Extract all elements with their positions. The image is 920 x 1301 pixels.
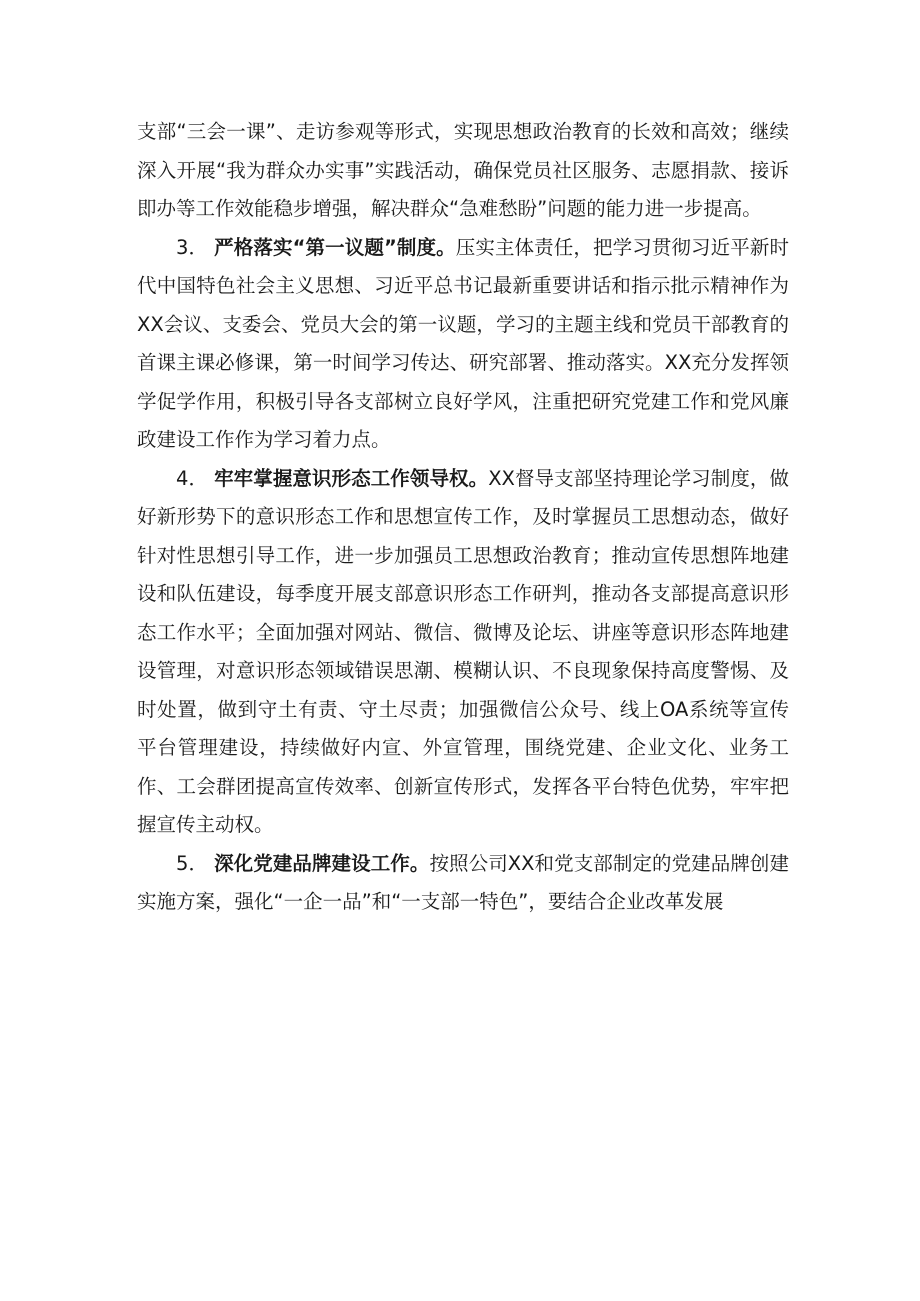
- document-body: [137, 113, 789, 922]
- paragraph-continuation: [137, 113, 789, 229]
- paragraph-heading: 深化党建品牌建设工作。: [214, 851, 430, 875]
- paragraph-item-4: [137, 460, 789, 845]
- paragraph-number: 3．: [176, 235, 209, 259]
- paragraph-number: 5．: [176, 851, 209, 875]
- paragraph-body: 压实主体责任，把学习贯彻习近平新时代中国特色社会主义思想、习近平总书记最新重要讲话和指示批示精神作为XX会议、支委会、党员大会的第一议题，学习的主题主线和党员干部教育的首课主课必修课，第一时间学习传达、研究部署、推动落实。XX充分发挥领学促学作用，积极引导各支部树立良好学风，注重把研究党建工作和党风廉政建设工作作为学习着力点。: [137, 235, 789, 451]
- paragraph-number: 4．: [176, 466, 209, 490]
- paragraph-body: 支部“三会一课”、走访参观等形式，实现思想政治教育的长效和高效；继续深入开展“我为群众办实事”实践活动，确保党员社区服务、志愿捐款、接诉即办等工作效能稳步增强，解决群众“急难愁盼”问题的能力进一步提高。: [137, 120, 789, 220]
- paragraph-body: 按照公司XX和党支部制定的党建品牌创建实施方案，强化“一企一品”和“一支部一特色”，要结合企业改革发展: [137, 851, 789, 913]
- paragraph-item-3: [137, 229, 789, 460]
- paragraph-body: XX督导支部坚持理论学习制度，做好新形势下的意识形态工作和思想宣传工作，及时掌握员工思想动态，做好针对性思想引导工作，进一步加强员工思想政治教育；推动宣传思想阵地建设和队伍建设，每季度开展支部意识形态工作研判，推动各支部提高意识形态工作水平；全面加强对网站、微信、微博及论坛、讲座等意识形态阵地建设管理，对意识形态领域错误思潮、模糊认识、不良现象保持高度警惕、及时处置，做到守土有责、守土尽责；加强微信公众号、线上OA系统等宣传平台管理建设，持续做好内宣、外宣管理，围绕党建、企业文化、业务工作、工会群团提高宣传效率、创新宣传形式，发挥各平台特色优势，牢牢把握宣传主动权。: [137, 466, 789, 836]
- paragraph-heading: 牢牢掌握意识形态工作领导权。: [214, 466, 489, 490]
- paragraph-item-5: [137, 845, 789, 922]
- paragraph-heading: 严格落实“第一议题”制度。: [214, 235, 456, 259]
